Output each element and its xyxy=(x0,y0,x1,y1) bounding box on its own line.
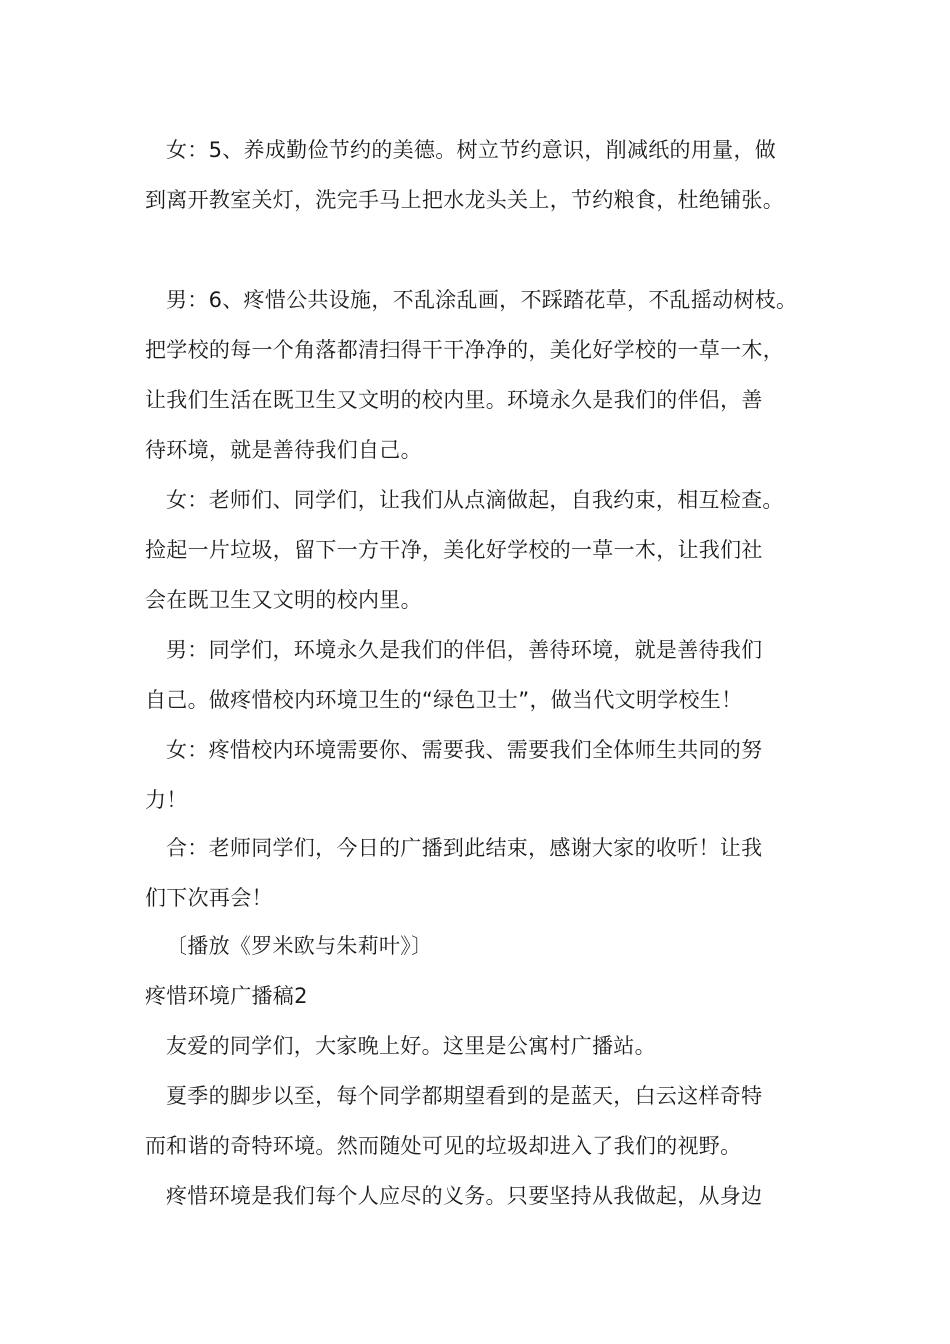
paragraph-4-line-2: 自己。做疼惜校内环境卫生的“绿色卫士”，做当代文明学校生！ xyxy=(145,688,743,712)
paragraph-3-line-1: 女：老师们、同学们，让我们从点滴做起，自我约束，相互检查。 xyxy=(166,488,784,512)
paragraph-5-line-2: 力！ xyxy=(145,788,188,812)
paragraph-10-line-2: 而和谐的奇特环境。然而随处可见的垃圾却进入了我们的视野。 xyxy=(145,1134,742,1158)
stage-direction: 〔播放《罗米欧与朱莉叶》〕 xyxy=(166,934,433,958)
paragraph-3-line-2: 捡起一片垃圾，留下一方干净，美化好学校的一草一木，让我们社 xyxy=(145,538,763,562)
paragraph-5-line-1: 女：疼惜校内环境需要你、需要我、需要我们全体师生共同的努 xyxy=(166,738,763,762)
paragraph-1-line-1: 女：5、养成勤俭节约的美德。树立节约意识，削减纸的用量，做 xyxy=(166,138,777,162)
paragraph-2-line-1: 男：6、疼惜公共设施，不乱涂乱画，不踩踏花草，不乱摇动树枝。 xyxy=(166,288,798,312)
paragraph-11-line-1: 疼惜环境是我们每个人应尽的义务。只要坚持从我做起，从身边 xyxy=(166,1184,763,1208)
paragraph-10-line-1: 夏季的脚步以至，每个同学都期望看到的是蓝天，白云这样奇特 xyxy=(166,1084,763,1108)
paragraph-6-line-1: 合：老师同学们，今日的广播到此结束，感谢大家的收听！让我 xyxy=(166,836,763,860)
paragraph-3-line-3: 会在既卫生又文明的校内里。 xyxy=(145,588,422,612)
paragraph-1-line-2: 到离开教室关灯，洗完手马上把水龙头关上，节约粮食，杜绝铺张。 xyxy=(145,188,784,212)
paragraph-9-line-1: 友爱的同学们，大家晚上好。这里是公寓村广播站。 xyxy=(166,1034,656,1058)
paragraph-6-line-2: 们下次再会！ xyxy=(145,886,273,910)
paragraph-4-line-1: 男：同学们，环境永久是我们的伴侣，善待环境，就是善待我们 xyxy=(166,638,763,662)
paragraph-2-line-2: 把学校的每一个角落都清扫得干干净净的，美化好学校的一草一木， xyxy=(145,338,784,362)
paragraph-2-line-4: 待环境，就是善待我们自己。 xyxy=(145,438,422,462)
section-heading: 疼惜环境广播稿2 xyxy=(145,984,308,1008)
paragraph-2-line-3: 让我们生活在既卫生又文明的校内里。环境永久是我们的伴侣，善 xyxy=(145,388,763,412)
